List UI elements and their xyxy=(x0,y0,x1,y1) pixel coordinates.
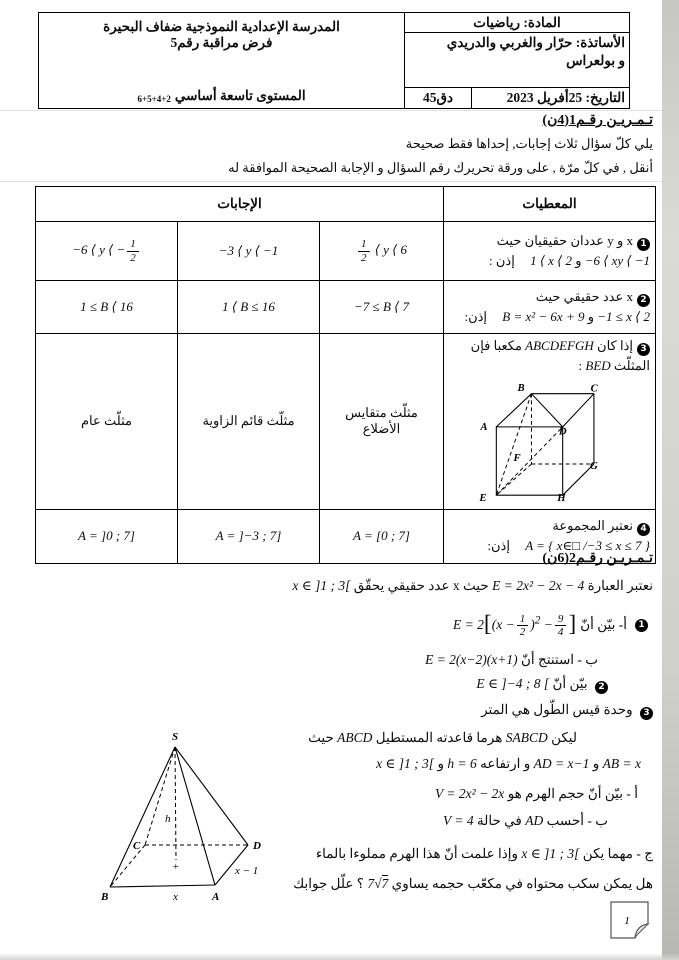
pyramid-statement-2: AB = x و AD = x−1 و ارتفاعه h = 6 و x ∈ ]1 ; 3[ xyxy=(376,756,641,771)
expression-e: E = 2x² − 2x − 4 xyxy=(492,578,585,593)
q1-given xyxy=(444,222,656,281)
question-3b: ب - أحسب AD في حالة V = 4 xyxy=(443,813,608,828)
q2-marker: 2 xyxy=(637,294,650,307)
cube-label-g: G xyxy=(589,459,598,472)
q4-set-definition: A = { x∈□ /−3 ≤ x ≤ 7 } xyxy=(525,538,650,554)
answers-header: الإجابات xyxy=(36,187,444,222)
q3-triangle-name: BED xyxy=(585,358,611,374)
subject: المادة: رياضيات xyxy=(405,13,629,33)
teachers-line1: الأساتذة: حرّار والغربي والدريدي xyxy=(446,35,625,50)
pyramid-name: SABCD xyxy=(505,730,548,745)
q2-given xyxy=(444,281,656,334)
teachers xyxy=(405,33,629,88)
level-label: المستوى تاسعة أساسي xyxy=(174,88,306,103)
q4-marker: 4 xyxy=(637,523,650,536)
scan-bottom-shadow xyxy=(0,953,679,960)
exercise1-intro-line1: يلي كلّ سؤال ثلاث إجابات, إحداها فقط صحيحة xyxy=(405,136,653,151)
volume-formula: V = 2x² − 2x xyxy=(435,786,505,801)
factored-form: E = 2(x−2)(x+1) xyxy=(425,652,518,667)
q1-given-text: x و y عددان حقيقيان حيث xyxy=(496,232,633,248)
exam-meta-block xyxy=(405,13,629,108)
question-2: 2 بيّن أنّ E ∈ ]−4 ; 8 [ xyxy=(53,673,608,695)
scan-edge-shadow xyxy=(662,0,679,960)
q3-answer-b: مثلّث قائم الزاوية xyxy=(178,334,320,510)
pyramid-statement-1: ليكن SABCD هرما قاعدته المستطيل ABCD حيث xyxy=(308,730,577,745)
question-3-intro: 3 وحدة قيس الطّول هي المتر xyxy=(53,699,653,721)
cube-label-e: E xyxy=(478,491,487,503)
pyramid-label-s: S xyxy=(172,731,179,743)
ex2-q2-marker: 2 xyxy=(595,681,608,694)
pyramid-label-b: B xyxy=(101,891,109,903)
question-row-3 xyxy=(36,334,656,510)
question-3a: أ - بيّن أنّ حجم الهرم هو V = 2x² − 2x xyxy=(435,786,638,801)
pyramid-label-h: h xyxy=(165,813,171,825)
q1a-label: أ- بيّن أنّ xyxy=(580,617,627,632)
expression-statement: نعتبر العبارة E = 2x² − 2x − 4 حيث x عدد حقيقي يحقّق x ∈ ]1 ; 3[ xyxy=(292,578,653,593)
question-row-2 xyxy=(36,281,656,334)
q4-given: 4نعتبر المجموعة A = { x∈□ /−3 ≤ x ≤ 7 } إذن: xyxy=(444,509,656,563)
base-name: ABCD xyxy=(337,730,373,745)
x-interval: x ∈ ]1 ; 3[ xyxy=(292,578,351,593)
q3-cube-name: ABCDEFGH xyxy=(525,338,594,353)
scan-artifact-line xyxy=(0,110,662,111)
pyramid-label-a: A xyxy=(212,891,220,903)
cube-volume-value: 7√7 xyxy=(367,876,389,891)
pyramid-label-x: x xyxy=(173,891,178,903)
q3-given: 3إذا كان ABCDEFGH مكعبا فإن المثلّث BED : A B C D E F G H xyxy=(444,334,656,510)
pyramid-label-d: D xyxy=(253,840,261,852)
exam-title: فرض مراقبة رقم5 xyxy=(170,35,273,50)
q2-then: إذن: xyxy=(464,309,488,325)
q1-answer-a: −6 ⟨ y ⟨ − $\frac{1}{2}$ xyxy=(36,222,178,281)
cube-label-f: F xyxy=(513,451,521,464)
school-block xyxy=(39,13,405,108)
exercise1-intro-line2: أنقل , في كلّ مرّة , على ورقة تحريرك رقم السؤال و الإجابة الصحيحة الموافقة له xyxy=(228,160,653,175)
page-number-box xyxy=(606,898,654,949)
q4-answer-c: A = [0 ; 7] xyxy=(320,509,444,563)
scan-artifact-line xyxy=(0,181,662,182)
q1-condition-2: 1 ⟨ x ⟨ 2 xyxy=(530,253,572,269)
exam-header xyxy=(38,12,630,109)
cube-label-h: H xyxy=(556,491,566,503)
pyramid-figure xyxy=(55,702,305,915)
page-number: 1 xyxy=(624,915,630,927)
exam-duration: 45دق xyxy=(405,88,472,108)
cube-label-d: D xyxy=(558,425,567,438)
q2-given-text: x عدد حقيقي حيث xyxy=(535,288,633,304)
pyramid-center-mark: + xyxy=(172,861,180,873)
q1-conj: و xyxy=(575,253,582,269)
question-1a xyxy=(53,603,648,647)
cube-label-b: B xyxy=(516,381,525,394)
school-name: المدرسة الإعدادية النموذجية ضفاف البحيرة xyxy=(103,19,340,34)
ex2-q1-marker: 1 xyxy=(635,619,648,632)
q2-conj: و xyxy=(587,309,594,325)
q2-condition-2: B = x² − 6x + 9 xyxy=(502,309,585,325)
question-3c-line2: هل يمكن سكب محتواه في مكعّب حجمه يساوي 7√7 ؟ علّل جوابك xyxy=(293,876,653,891)
q4-then: إذن: xyxy=(487,538,510,554)
e-interval: E ∈ ]−4 ; 8 [ xyxy=(476,676,550,691)
question-row-1 xyxy=(36,222,656,281)
q1-then: إذن : xyxy=(489,253,515,269)
q1-answer-c: $\frac{1}{2}$ ⟨ y ⟨ 6 xyxy=(320,222,444,281)
exam-date: التاريخ: 25أفريل 2023 xyxy=(506,90,625,105)
pyramid-label-c: C xyxy=(133,840,141,852)
exercise1-title: تـمـريـن رقـم1(4ن) xyxy=(542,113,653,128)
q3-marker: 3 xyxy=(637,343,650,356)
cube-label-a: A xyxy=(479,420,488,433)
q3-answer-a: مثلّث عام xyxy=(36,334,178,510)
q2-answer-a: 1 ≤ B ⟨ 16 xyxy=(36,281,178,334)
q1-answer-b: −3 ⟨ y ⟨ −1 xyxy=(178,222,320,281)
cube-label-c: C xyxy=(590,382,598,395)
mcq-table xyxy=(35,186,656,564)
givens-header: المعطيات xyxy=(444,187,656,222)
teachers-line2: و بولعراس xyxy=(566,53,625,69)
q1-marker: 1 xyxy=(637,238,650,251)
q3-answer-c: مثلّث متقايس الأضلاع xyxy=(320,334,444,510)
cube-figure xyxy=(449,381,650,507)
q4-answer-a: A = ]0 ; 7] xyxy=(36,509,178,563)
pyramid-label-x-minus-1: x − 1 xyxy=(235,865,259,877)
points-distribution: 6+5+4+2 xyxy=(137,94,171,104)
volume-value: V = 4 xyxy=(443,813,474,828)
q2-answer-b: 1 ⟨ B ≤ 16 xyxy=(178,281,320,334)
q4-answer-b: A = ]−3 ; 7] xyxy=(178,509,320,563)
q1-condition-1: −6 ⟨ xy ⟨ −1 xyxy=(584,253,650,269)
exercise2-title: تـمـريـن رقـم2(6ن) xyxy=(542,551,653,566)
q2-answer-c: −7 ≤ B ⟨ 7 xyxy=(320,281,444,334)
question-3c-line1: ج - مهما يكن x ∈ ]1 ; 3[ وإذا علمت أنّ هذا الهرم مملوءا بالماء xyxy=(315,846,653,861)
date-row xyxy=(405,88,629,108)
question-1b: ب - استنتج أنّ E = 2(x−2)(x+1) xyxy=(425,652,598,667)
ex2-q3-marker: 3 xyxy=(640,707,653,720)
table-header-row xyxy=(36,187,656,222)
canonical-form: E = 2[(x − $\frac{1}{2}$ )$^2$ − $\frac{9}{4}$ ] xyxy=(453,611,577,639)
q2-condition-1: −1 ≤ x ⟨ 2 xyxy=(597,309,650,325)
